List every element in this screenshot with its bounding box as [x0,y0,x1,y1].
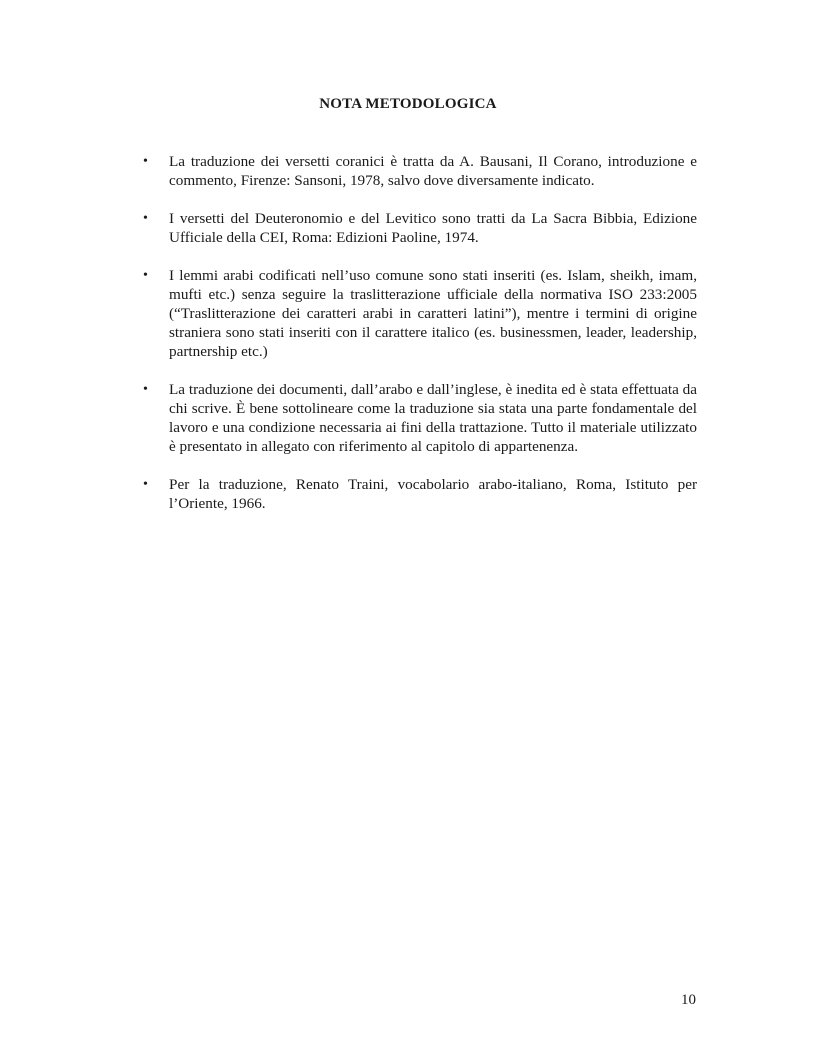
bullet-icon: • [143,154,148,169]
list-item [141,380,697,456]
list-item [141,266,697,361]
bullet-icon: • [143,268,148,283]
bullet-icon: • [143,211,148,226]
methodology-list [141,152,697,532]
list-item-text: I lemmi arabi codificati nell’uso comune sono stati inseriti (es. Islam, sheikh, imam, mufti etc.) senza seguire la traslitterazione ufficiale della normativa ISO 233:2005 (“Traslitterazione dei caratteri arabi in caratteri latini”), mentre i termini di origine straniera sono stati inseriti con il carattere italico (es. businessmen, leader, leadership, partnership etc.) [169,267,697,360]
list-item [141,209,697,247]
page-title: NOTA METODOLOGICA [319,96,497,112]
list-item [141,475,697,513]
bullet-icon: • [143,477,148,492]
list-item [141,152,697,190]
list-item-text: La traduzione dei documenti, dall’arabo e dall’inglese, è inedita ed è stata effettuata da chi scrive. È bene sottolineare come la traduzione sia stata una parte fondamentale del lavoro e una condizione necessaria ai fini della trattazione. Tutto il materiale utilizzato è presentato in allegato con riferimento al capitolo di appartenenza. [169,381,697,455]
bullet-icon: • [143,382,148,397]
list-item-text: I versetti del Deuteronomio e del Levitico sono tratti da La Sacra Bibbia, Edizione Ufficiale della CEI, Roma: Edizioni Paoline, 1974. [169,210,697,246]
list-item-text: Per la traduzione, Renato Traini, vocabolario arabo-italiano, Roma, Istituto per l’Oriente, 1966. [169,476,697,512]
list-item-text: La traduzione dei versetti coranici è tratta da A. Bausani, Il Corano, introduzione e commento, Firenze: Sansoni, 1978, salvo dove diversamente indicato. [169,153,697,189]
page-number: 10 [681,992,696,1008]
